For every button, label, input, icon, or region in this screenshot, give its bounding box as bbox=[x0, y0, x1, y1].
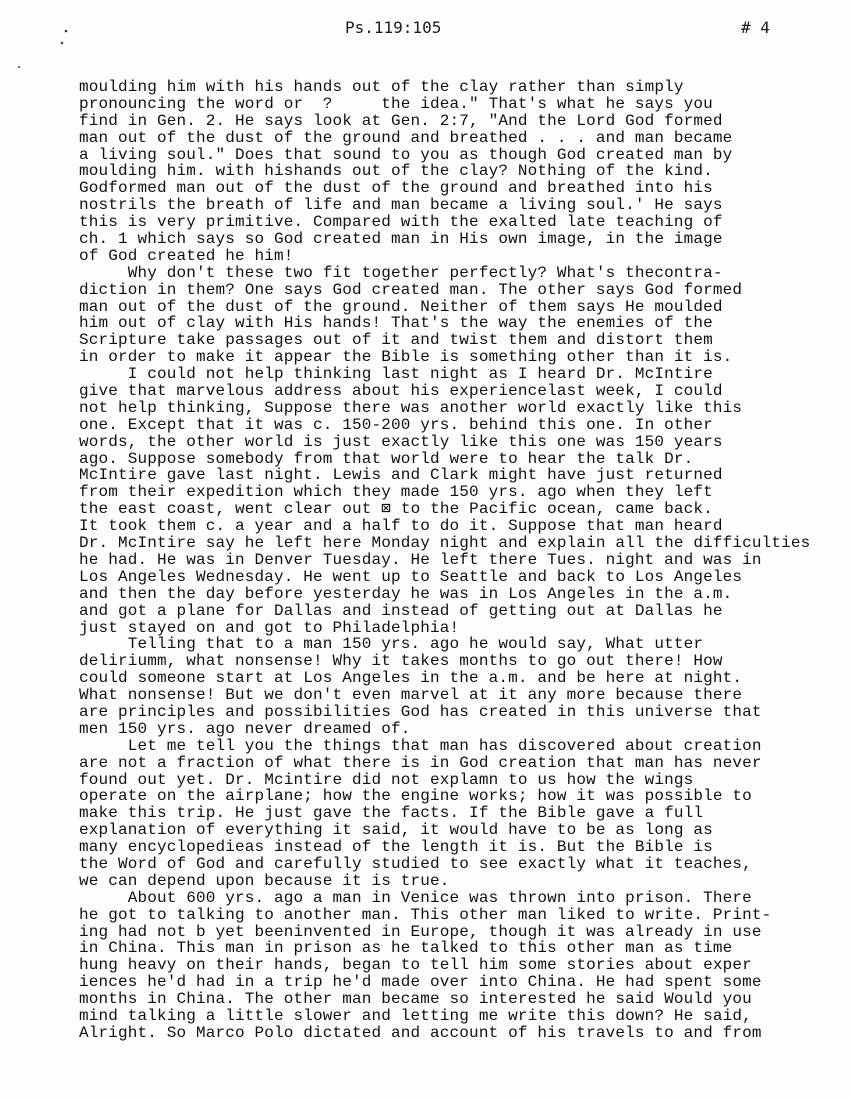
text-line: found out yet. Dr. Mcintire did not explamn to us how the wings bbox=[79, 770, 694, 789]
text-line: About 600 yrs. ago a man in Venice was thrown into prison. There bbox=[79, 888, 752, 907]
text-line: from their expedition which they made 150 yrs. ago when they left bbox=[79, 483, 713, 502]
text-line: ch. 1 which says so God created man in His own image, in the image bbox=[79, 230, 723, 249]
scan-specks bbox=[0, 0, 80, 90]
text-line: give that marvelous address about his experiencelast week, I could bbox=[79, 382, 723, 401]
text-line: It took them c. a year and a half to do it. Suppose that man heard bbox=[79, 517, 723, 536]
text-line: just stayed on and got to Philadelphia! bbox=[79, 618, 460, 637]
scan-speck bbox=[18, 66, 20, 68]
text-line: Let me tell you the things that man has discovered about creation bbox=[79, 736, 762, 755]
text-line: ing had not b yet beeninvented in Europe, though it was already in use bbox=[79, 922, 762, 941]
text-line: What nonsense! But we don't even marvel at it any more because there bbox=[79, 686, 743, 705]
scan-speck bbox=[65, 30, 68, 33]
text-line: Los Angeles Wednesday. He went up to Seattle and back to Los Angeles bbox=[79, 567, 743, 586]
text-line: not help thinking, Suppose there was another world exactly like this bbox=[79, 398, 743, 417]
text-line: Scripture take passages out of it and twist them and distort them bbox=[79, 331, 713, 350]
text-line: make this trip. He just gave the facts. If the Bible gave a full bbox=[79, 804, 704, 823]
text-line: iences he'd had in a trip he'd made over into China. He had spent some bbox=[79, 973, 762, 992]
text-line: explanation of everything it said, it would have to be as long as bbox=[79, 821, 713, 840]
page-header-reference: Ps.119:105 bbox=[345, 18, 442, 37]
text-line: could someone start at Los Angeles in the a.m. and be here at night. bbox=[79, 669, 743, 688]
text-line: Godformed man out of the dust of the ground and breathed into his bbox=[79, 179, 713, 198]
text-line: the Word of God and carefully studied to see exactly what it teaches, bbox=[79, 854, 752, 873]
text-line: him out of clay with His hands! That's the way the enemies of the bbox=[79, 314, 713, 333]
text-line: Dr. McIntire say he left here Monday night and explain all the difficulties bbox=[79, 534, 811, 553]
document-body bbox=[79, 79, 850, 1042]
text-line: McIntire gave last night. Lewis and Clark might have just returned bbox=[79, 466, 723, 485]
text-line: men 150 yrs. ago never dreamed of. bbox=[79, 719, 411, 738]
text-line: man out of the dust of the ground. Neither of them says He moulded bbox=[79, 297, 723, 316]
text-line: I could not help thinking last night as I heard Dr. McIntire bbox=[79, 365, 713, 384]
text-line: are not a fraction of what there is in God creation that man has never bbox=[79, 753, 762, 772]
text-line: he had. He was in Denver Tuesday. He left there Tues. night and was in bbox=[79, 550, 762, 569]
text-line: find in Gen. 2. He says look at Gen. 2:7, "And the Lord God formed bbox=[79, 111, 723, 130]
text-line: moulding him with his hands out of the clay rather than simply bbox=[79, 78, 684, 96]
text-line: diction in them? One says God created man. The other says God formed bbox=[79, 280, 743, 299]
scan-speck bbox=[61, 42, 63, 44]
page-number: # 4 bbox=[741, 18, 770, 37]
text-line: in order to make it appear the Bible is something other than it is. bbox=[79, 348, 733, 367]
text-line: nostrils the breath of life and man became a living soul.' He says bbox=[79, 196, 723, 215]
text-line: ago. Suppose somebody from that world were to hear the talk Dr. bbox=[79, 449, 694, 468]
text-line: we can depend upon because it is true. bbox=[79, 871, 450, 890]
text-line: and then the day before yesterday he was in Los Angeles in the a.m. bbox=[79, 584, 733, 603]
text-line: and got a plane for Dallas and instead of getting out at Dallas he bbox=[79, 601, 723, 620]
text-line: months in China. The other man became so interested he said Would you bbox=[79, 990, 752, 1009]
text-line: man out of the dust of the ground and breathed . . . and man became bbox=[79, 128, 733, 147]
text-line: the east coast, went clear out ⊠ to the Pacific ocean, came back. bbox=[79, 500, 713, 519]
text-line: he got to talking to another man. This other man liked to write. Print- bbox=[79, 905, 772, 924]
text-line: operate on the airplane; how the engine works; how it was possible to bbox=[79, 787, 752, 806]
text-line: words, the other world is just exactly like this one was 150 years bbox=[79, 432, 723, 451]
text-line: Alright. So Marco Polo dictated and account of his travels to and from bbox=[79, 1023, 762, 1042]
text-line: hung heavy on their hands, began to tell him some stories about exper bbox=[79, 956, 752, 975]
text-line: mind talking a little slower and letting me write this down? He said, bbox=[79, 1006, 752, 1025]
text-line: are principles and possibilities God has created in this universe that bbox=[79, 702, 762, 721]
text-line: moulding him. with hishands out of the clay? Nothing of the kind. bbox=[79, 162, 713, 181]
text-line: pronouncing the word or ? the idea." That's what he says you bbox=[79, 94, 713, 113]
text-line: many encyclopedieas instead of the length it is. But the Bible is bbox=[79, 838, 713, 857]
text-line: deliriumm, what nonsense! Why it takes months to go out there! How bbox=[79, 652, 723, 671]
text-line: one. Except that it was c. 150-200 yrs. behind this one. In other bbox=[79, 415, 713, 434]
text-line: Why don't these two fit together perfectly? What's thecontra- bbox=[79, 263, 723, 282]
text-line: Telling that to a man 150 yrs. ago he would say, What utter bbox=[79, 635, 704, 654]
text-line: a living soul." Does that sound to you as though God created man by bbox=[79, 145, 733, 164]
text-line: this is very primitive. Compared with the exalted late teaching of bbox=[79, 213, 723, 232]
text-line: of God created he him! bbox=[79, 246, 294, 265]
text-line: in China. This man in prison as he talked to this other man as time bbox=[79, 939, 733, 958]
